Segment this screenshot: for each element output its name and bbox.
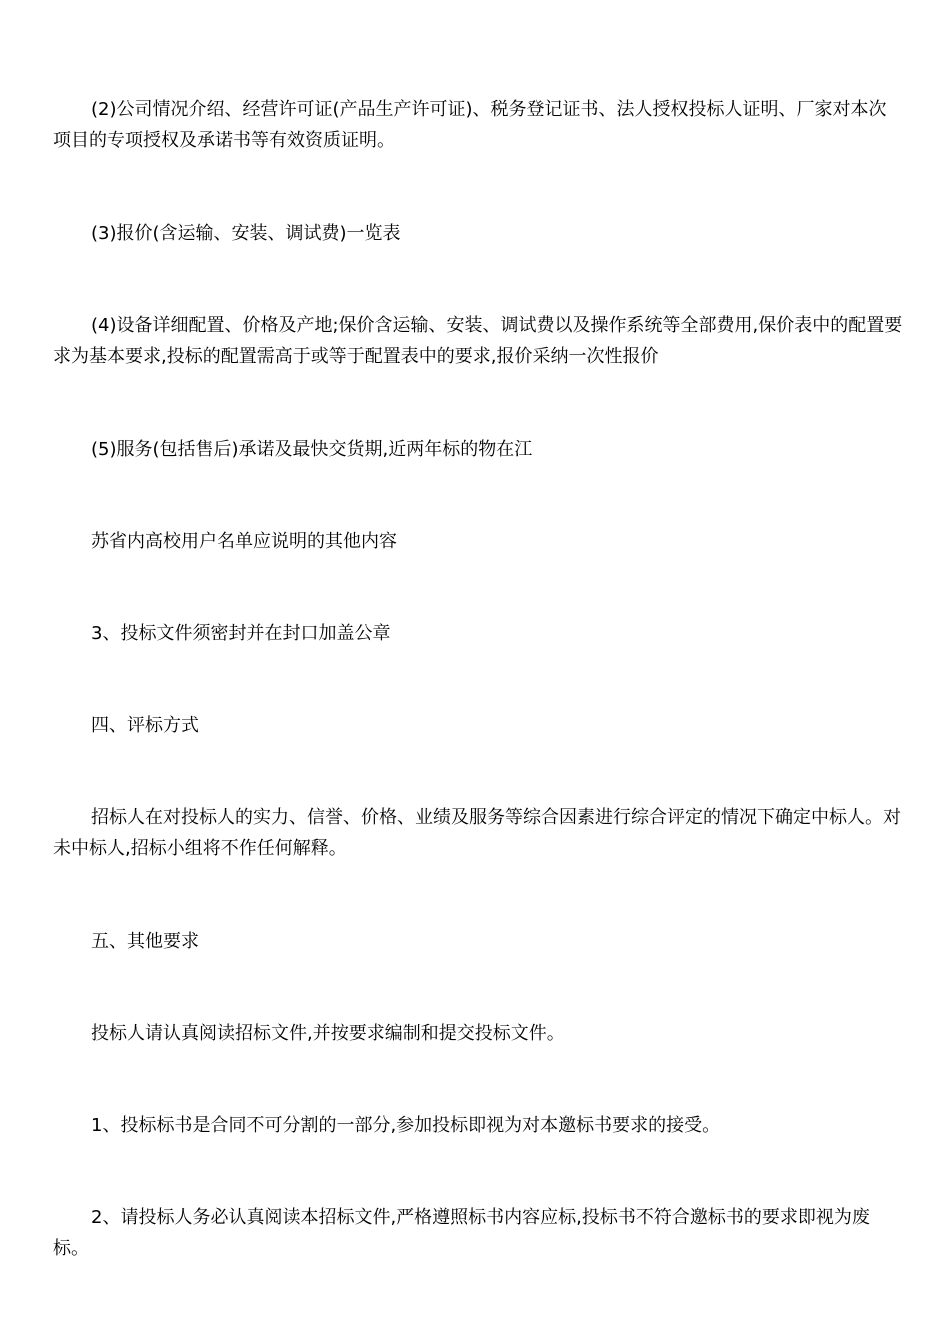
paragraph-sealing: 3、投标文件须密封并在封口加盖公章 — [91, 623, 391, 644]
paragraph-invalid-bid: 2、请投标人务必认真阅读本招标文件,严格遵照标书内容应标,投标书不符合邀标书的要求即视为废标。 — [53, 1207, 870, 1259]
section-heading-other: 五、其他要求 — [91, 931, 199, 952]
paragraph-equipment-config: (4)设备详细配置、价格及产地;保价含运输、安装、调试费以及操作系统等全部费用,保价表中的配置要求为基本要求,投标的配置需高于或等于配置表中的要求,报价采纳一次性报价 — [53, 315, 903, 367]
paragraph-university-users: 苏省内高校用户名单应说明的其他内容 — [91, 531, 397, 552]
paragraph-service-commitment: (5)服务(包括售后)承诺及最快交货期,近两年标的物在江 — [91, 439, 533, 460]
paragraph-contract-part: 1、投标标书是合同不可分割的一部分,参加投标即视为对本邀标书要求的接受。 — [91, 1115, 721, 1136]
paragraph-qualification-docs: (2)公司情况介绍、经营许可证(产品生产许可证)、税务登记证书、法人授权投标人证明、厂家对本次项目的专项授权及承诺书等有效资质证明。 — [53, 99, 887, 151]
paragraph-evaluation-method: 招标人在对投标人的实力、信誉、价格、业绩及服务等综合因素进行综合评定的情况下确定中标人。对未中标人,招标小组将不作任何解释。 — [53, 807, 901, 859]
paragraph-read-carefully: 投标人请认真阅读招标文件,并按要求编制和提交投标文件。 — [91, 1023, 565, 1044]
section-heading-evaluation: 四、评标方式 — [91, 715, 199, 736]
paragraph-price-list: (3)报价(含运输、安装、调试费)一览表 — [91, 223, 401, 244]
